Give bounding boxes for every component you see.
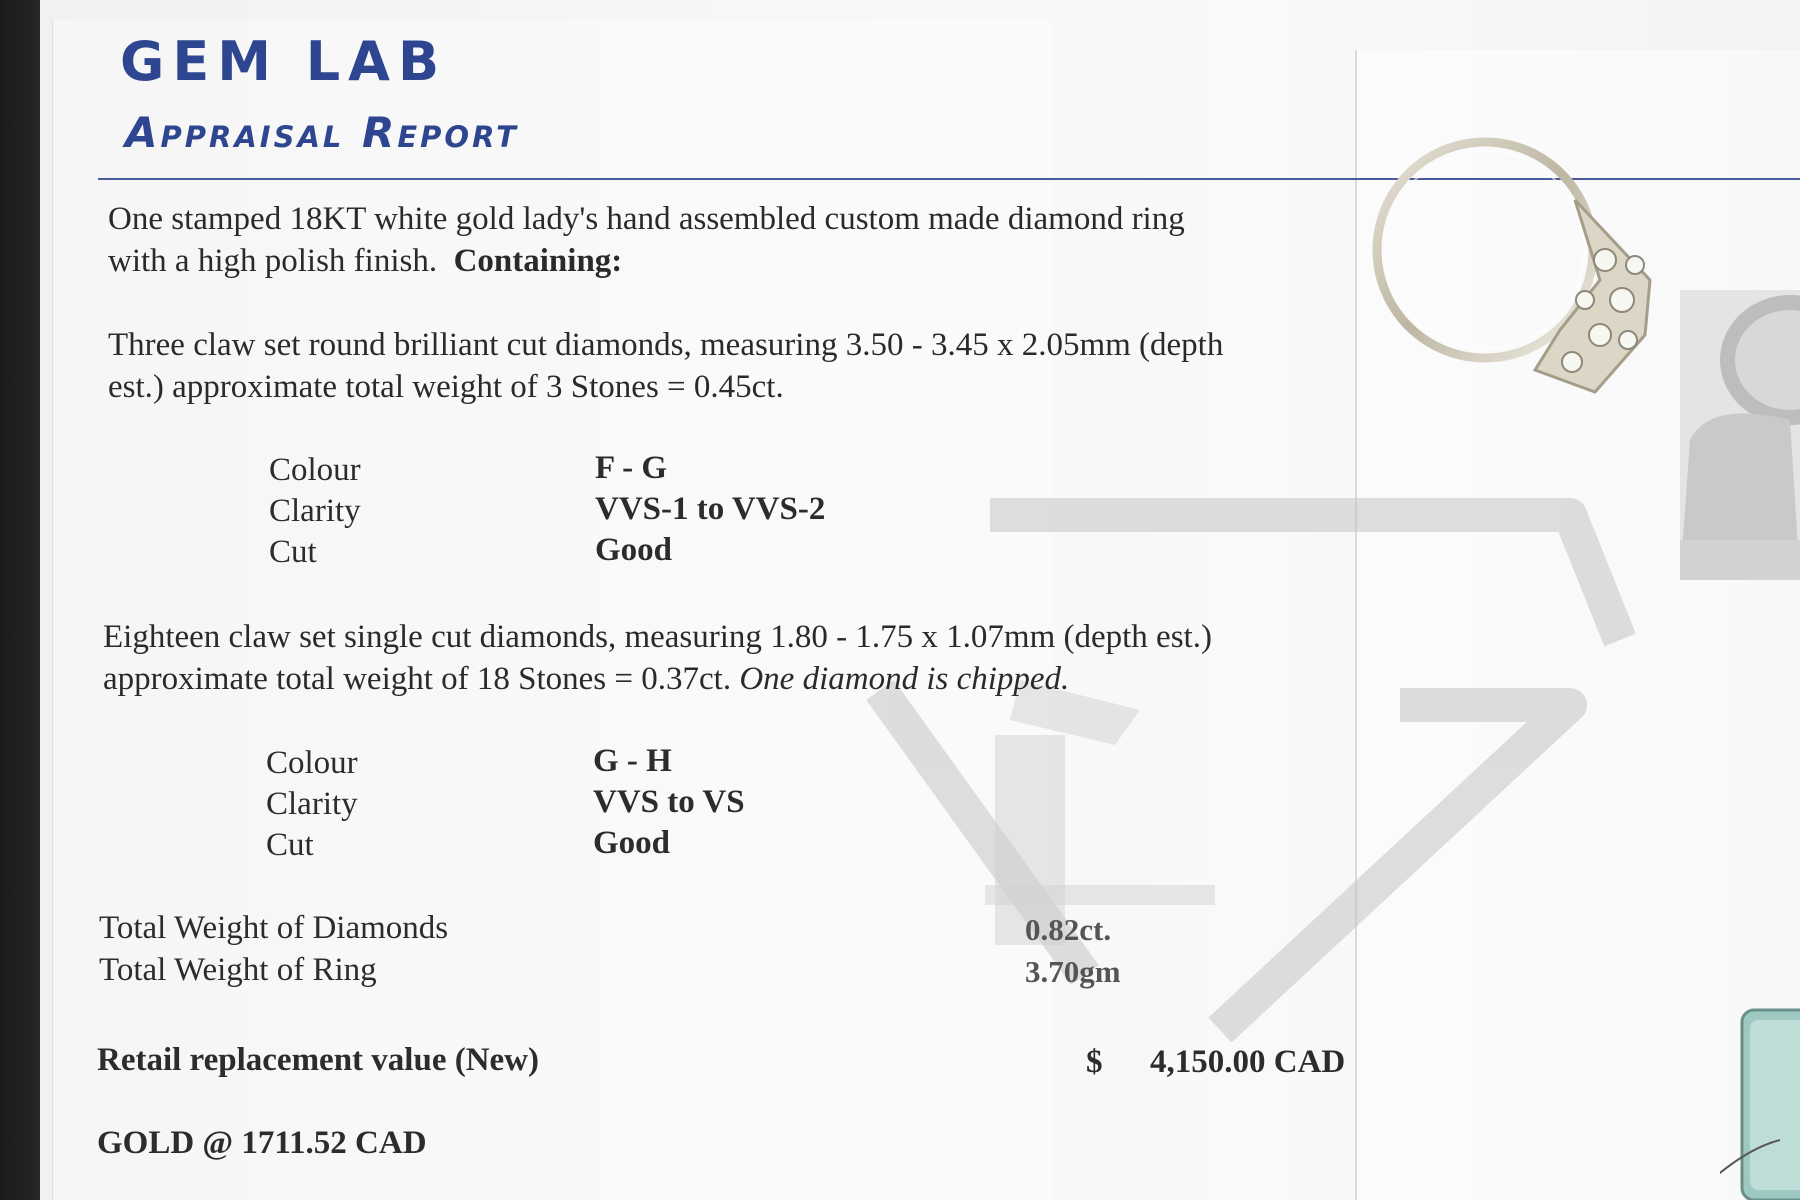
spec-label: Colour — [266, 745, 358, 781]
spec-label: Clarity — [269, 493, 361, 529]
retail-value-label: Retail replacement value (New) — [97, 1042, 540, 1078]
group2-description — [103, 616, 1273, 700]
brand-logo: GEM LAB — [120, 30, 448, 93]
spec-value: Good — [595, 532, 673, 568]
spec-value: G - H — [593, 743, 672, 779]
ring-photo — [1360, 130, 1680, 420]
spec-label: Cut — [269, 534, 317, 570]
spec-label: Colour — [269, 452, 361, 488]
retail-value-amount: 4,150.00 CAD — [1150, 1044, 1346, 1080]
spec-value: Good — [593, 825, 671, 861]
group1-description: Three claw set round brilliant cut diamonds, measuring 3.50 - 3.45 x 2.05mm (depth est.) approximate total weight of 3 Stones = 0.45ct. — [108, 327, 1224, 405]
intro-text: One stamped 18KT white gold lady's hand assembled custom made diamond ring with a high polish finish. — [108, 201, 1185, 279]
chip-note: One diamond is chipped. — [739, 661, 1070, 697]
total-ring-label: Total Weight of Ring — [99, 952, 377, 988]
gold-price: GOLD @ 1711.52 CAD — [97, 1125, 427, 1161]
spec-label: Clarity — [266, 786, 358, 822]
spec-value: VVS-1 to VVS-2 — [595, 491, 826, 527]
intro-paragraph — [108, 198, 1228, 282]
containing-label: Containing: — [453, 243, 623, 279]
spec-label: Cut — [266, 827, 314, 863]
total-diamonds-value: 0.82ct. — [1025, 912, 1112, 947]
ring-side-photo — [1680, 290, 1800, 580]
report-subtitle: Appraisal Report — [125, 108, 519, 157]
total-diamonds-label: Total Weight of Diamonds — [99, 910, 449, 946]
group2-text: Eighteen claw set single cut diamonds, measuring 1.80 - 1.75 x 1.07mm (depth est.) approximate total weight of 18 Stones = 0.37ct. — [103, 619, 1212, 697]
spec-value: VVS to VS — [593, 784, 745, 820]
security-hologram-sticker — [1720, 1000, 1800, 1200]
spec-value: F - G — [595, 450, 668, 486]
total-ring-value: 3.70gm — [1025, 954, 1121, 989]
retail-currency-symbol: $ — [1086, 1044, 1103, 1080]
